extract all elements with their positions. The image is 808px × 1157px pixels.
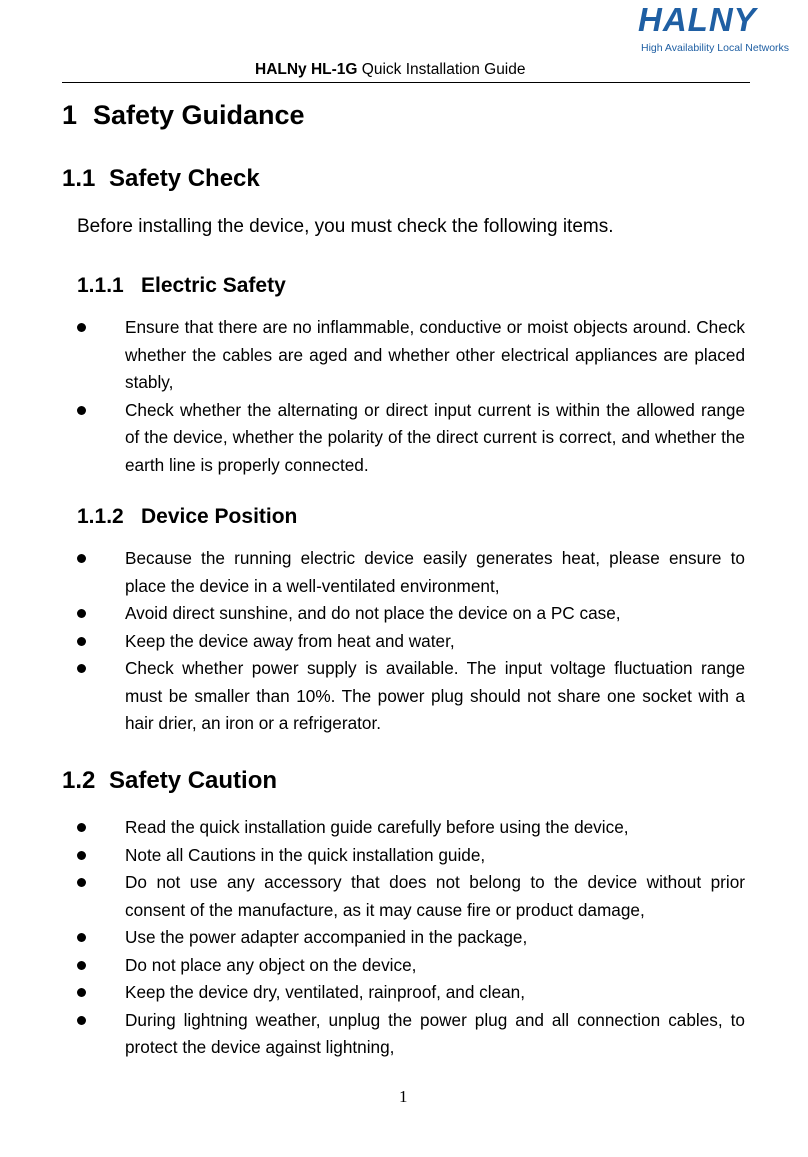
list-item	[77, 814, 745, 842]
device-position-list	[77, 545, 745, 738]
chapter-number: 1	[62, 100, 78, 130]
list-item-text: Keep the device dry, ventilated, rainproof, and clean,	[125, 982, 526, 1002]
list-item-text: Ensure that there are no inflammable, conductive or moist objects around. Check whether the cables are aged and whether other electrical appliances are placed stably,	[125, 317, 745, 392]
bullet-icon	[77, 664, 86, 673]
section-title: Safety Caution	[109, 767, 278, 794]
header-doc-title: Quick Installation Guide	[361, 61, 526, 78]
bullet-icon	[77, 878, 86, 887]
list-item	[77, 842, 745, 870]
list-item	[77, 979, 745, 1007]
list-item	[77, 628, 745, 656]
section-number: 1.1	[62, 165, 96, 192]
list-item-text: Because the running electric device easily generates heat, please ensure to place the device in a well-ventilated environment,	[125, 548, 745, 596]
list-item-text: Read the quick installation guide carefully before using the device,	[125, 817, 629, 837]
list-item-text: Check whether the alternating or direct input current is within the allowed range of the device, whether the polarity of the direct current is correct, and whether the earth line is properly connected.	[125, 399, 745, 475]
list-item-text: Check whether power supply is available. The input voltage fluctuation range must be smaller than 10%. The power plug should not share one socket with a hair drier, an iron or a refrigerator.	[125, 658, 745, 733]
subsection-number: 1.1.1	[77, 274, 124, 297]
bullet-icon	[77, 609, 86, 618]
list-item	[77, 1007, 745, 1062]
list-item	[77, 397, 745, 480]
safety-caution-list	[77, 814, 745, 1062]
header-title	[255, 61, 526, 79]
electric-safety-heading	[77, 274, 286, 298]
list-item-text: Do not place any object on the device,	[125, 954, 417, 975]
bullet-icon	[77, 961, 86, 970]
bullet-icon	[77, 637, 86, 646]
list-item-text: Avoid direct sunshine, and do not place the device on a PC case,	[125, 603, 621, 623]
logo-wordmark: HALNY	[638, 1, 757, 38]
page-number: 1	[399, 1087, 408, 1106]
list-item-text: During lightning weather, unplug the power plug and all connection cables, to protect the device against lightning,	[125, 1009, 745, 1057]
electric-safety-list	[77, 314, 745, 479]
bullet-icon	[77, 988, 86, 997]
safety-check-heading	[62, 165, 260, 193]
subsection-number: 1.1.2	[77, 505, 124, 528]
list-item-text: Keep the device away from heat and water,	[125, 630, 455, 651]
list-item-text: Note all Cautions in the quick installation guide,	[125, 844, 486, 865]
bullet-icon	[77, 851, 86, 860]
safety-caution-heading	[62, 767, 277, 795]
list-item	[77, 952, 745, 980]
bullet-icon	[77, 823, 86, 832]
list-item	[77, 869, 745, 924]
safety-check-intro: Before installing the device, you must check the following items.	[77, 216, 614, 237]
list-item-text: Use the power adapter accompanied in the package,	[125, 927, 528, 947]
list-item-text: Do not use any accessory that does not belong to the device without prior consent of the manufacture, as it may cause fire or product damage,	[125, 872, 745, 920]
device-position-heading	[77, 505, 297, 529]
header-brand: HALNy HL-1G	[255, 61, 358, 78]
subsection-title: Device Position	[141, 505, 298, 528]
list-item	[77, 655, 745, 738]
chapter-title: Safety Guidance	[93, 100, 305, 130]
bullet-icon	[77, 1016, 86, 1025]
section-number: 1.2	[62, 767, 96, 794]
bullet-icon	[77, 323, 86, 332]
section-title: Safety Check	[109, 165, 260, 192]
list-item	[77, 600, 745, 628]
chapter-heading	[62, 100, 305, 131]
list-item	[77, 314, 745, 397]
list-item	[77, 924, 745, 952]
logo-tagline: High Availability Local Networks	[641, 42, 790, 54]
subsection-title: Electric Safety	[141, 274, 286, 297]
bullet-icon	[77, 406, 86, 415]
bullet-icon	[77, 554, 86, 563]
halny-logo	[638, 1, 790, 56]
page-header	[62, 60, 750, 83]
list-item	[77, 545, 745, 600]
bullet-icon	[77, 933, 86, 942]
